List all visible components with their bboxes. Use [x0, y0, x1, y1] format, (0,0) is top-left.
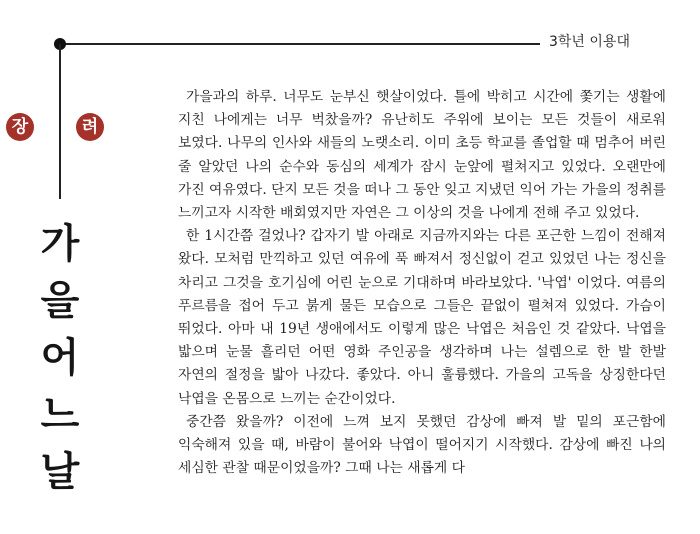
essay-paragraph: 가을과의 하루. 너무도 눈부신 햇살이었다. 틀에 박히고 시간에 쫓기는 생활에 지친 나에게는 너무 벅찼을까? 유난히도 주위에 보이는 모든 것들이 새로워 보였다. 나무의 인사와 새들의 노랫소리. 이미 초등 학교를 졸업할 때 멈추어 버린 줄 알았던 나의 순수와 동심의 세계가 잠시 눈앞에 펼쳐지고 있었다. 오랜만에 가진 여유였다. 단지 모든 것을 떠나 그 동안 잊고 지냈던 익어 가는 가을의 정취를 느끼고자 시작한 배회였지만 자연은 그 이상의 것을 나에게 전해 주고 있었다.: [178, 89, 666, 222]
title-char: 어: [40, 335, 80, 381]
vertical-title: [36, 216, 84, 501]
title-char: 날: [40, 449, 80, 495]
category-badge-2: 려: [76, 113, 104, 141]
title-char: 가: [40, 221, 80, 267]
essay-paragraph: 중간쯤 왔을까? 이전에 느껴 보지 못했던 감상에 빠져 발 밑의 포근함에 익숙해져 있을 때, 바람이 불어와 낙엽이 떨어지기 시작했다. 감상에 빠진 나의 세심한 관찰 때문이었을까? 그때 나는 새롭게 다: [178, 413, 666, 477]
essay-body: [178, 86, 666, 480]
category-badge-1: 장: [6, 113, 34, 141]
top-rule: [60, 43, 540, 45]
essay-paragraph: 한 1시간쯤 걸었나? 갑자기 발 아래로 지금까지와는 다른 포근한 느낌이 전해져 왔다. 모처럼 만끽하고 있던 여유에 푹 빠져서 정신없이 걷고 있었던 나는 정신을 차리고 그것을 호기심에 어린 눈으로 기대하며 바라보았다. '낙엽' 이었다. 여름의 푸르름을 접어 두고 붉게 물든 모습으로 그들은 끝없이 펼쳐져 있었다. 가슴이 뛰었다. 아마 내 19년 생애에서도 이렇게 많은 낙엽은 처음인 것 같았다. 낙엽을 밟으며 눈물 흘리던 어떤 영화 주인공을 생각하며 나는 설렘으로 한 발 한발 자연의 절정을 밟아 나갔다. 좋았다. 아니 훌륭했다. 가을의 고독을 상징한다던 낙엽을 온몸으로 느끼는 순간이었다.: [178, 228, 666, 407]
title-char: 을: [40, 278, 80, 324]
title-char: 느: [40, 392, 80, 438]
vertical-rule: [59, 44, 61, 199]
author-byline: 3학년 이용대: [549, 34, 630, 50]
